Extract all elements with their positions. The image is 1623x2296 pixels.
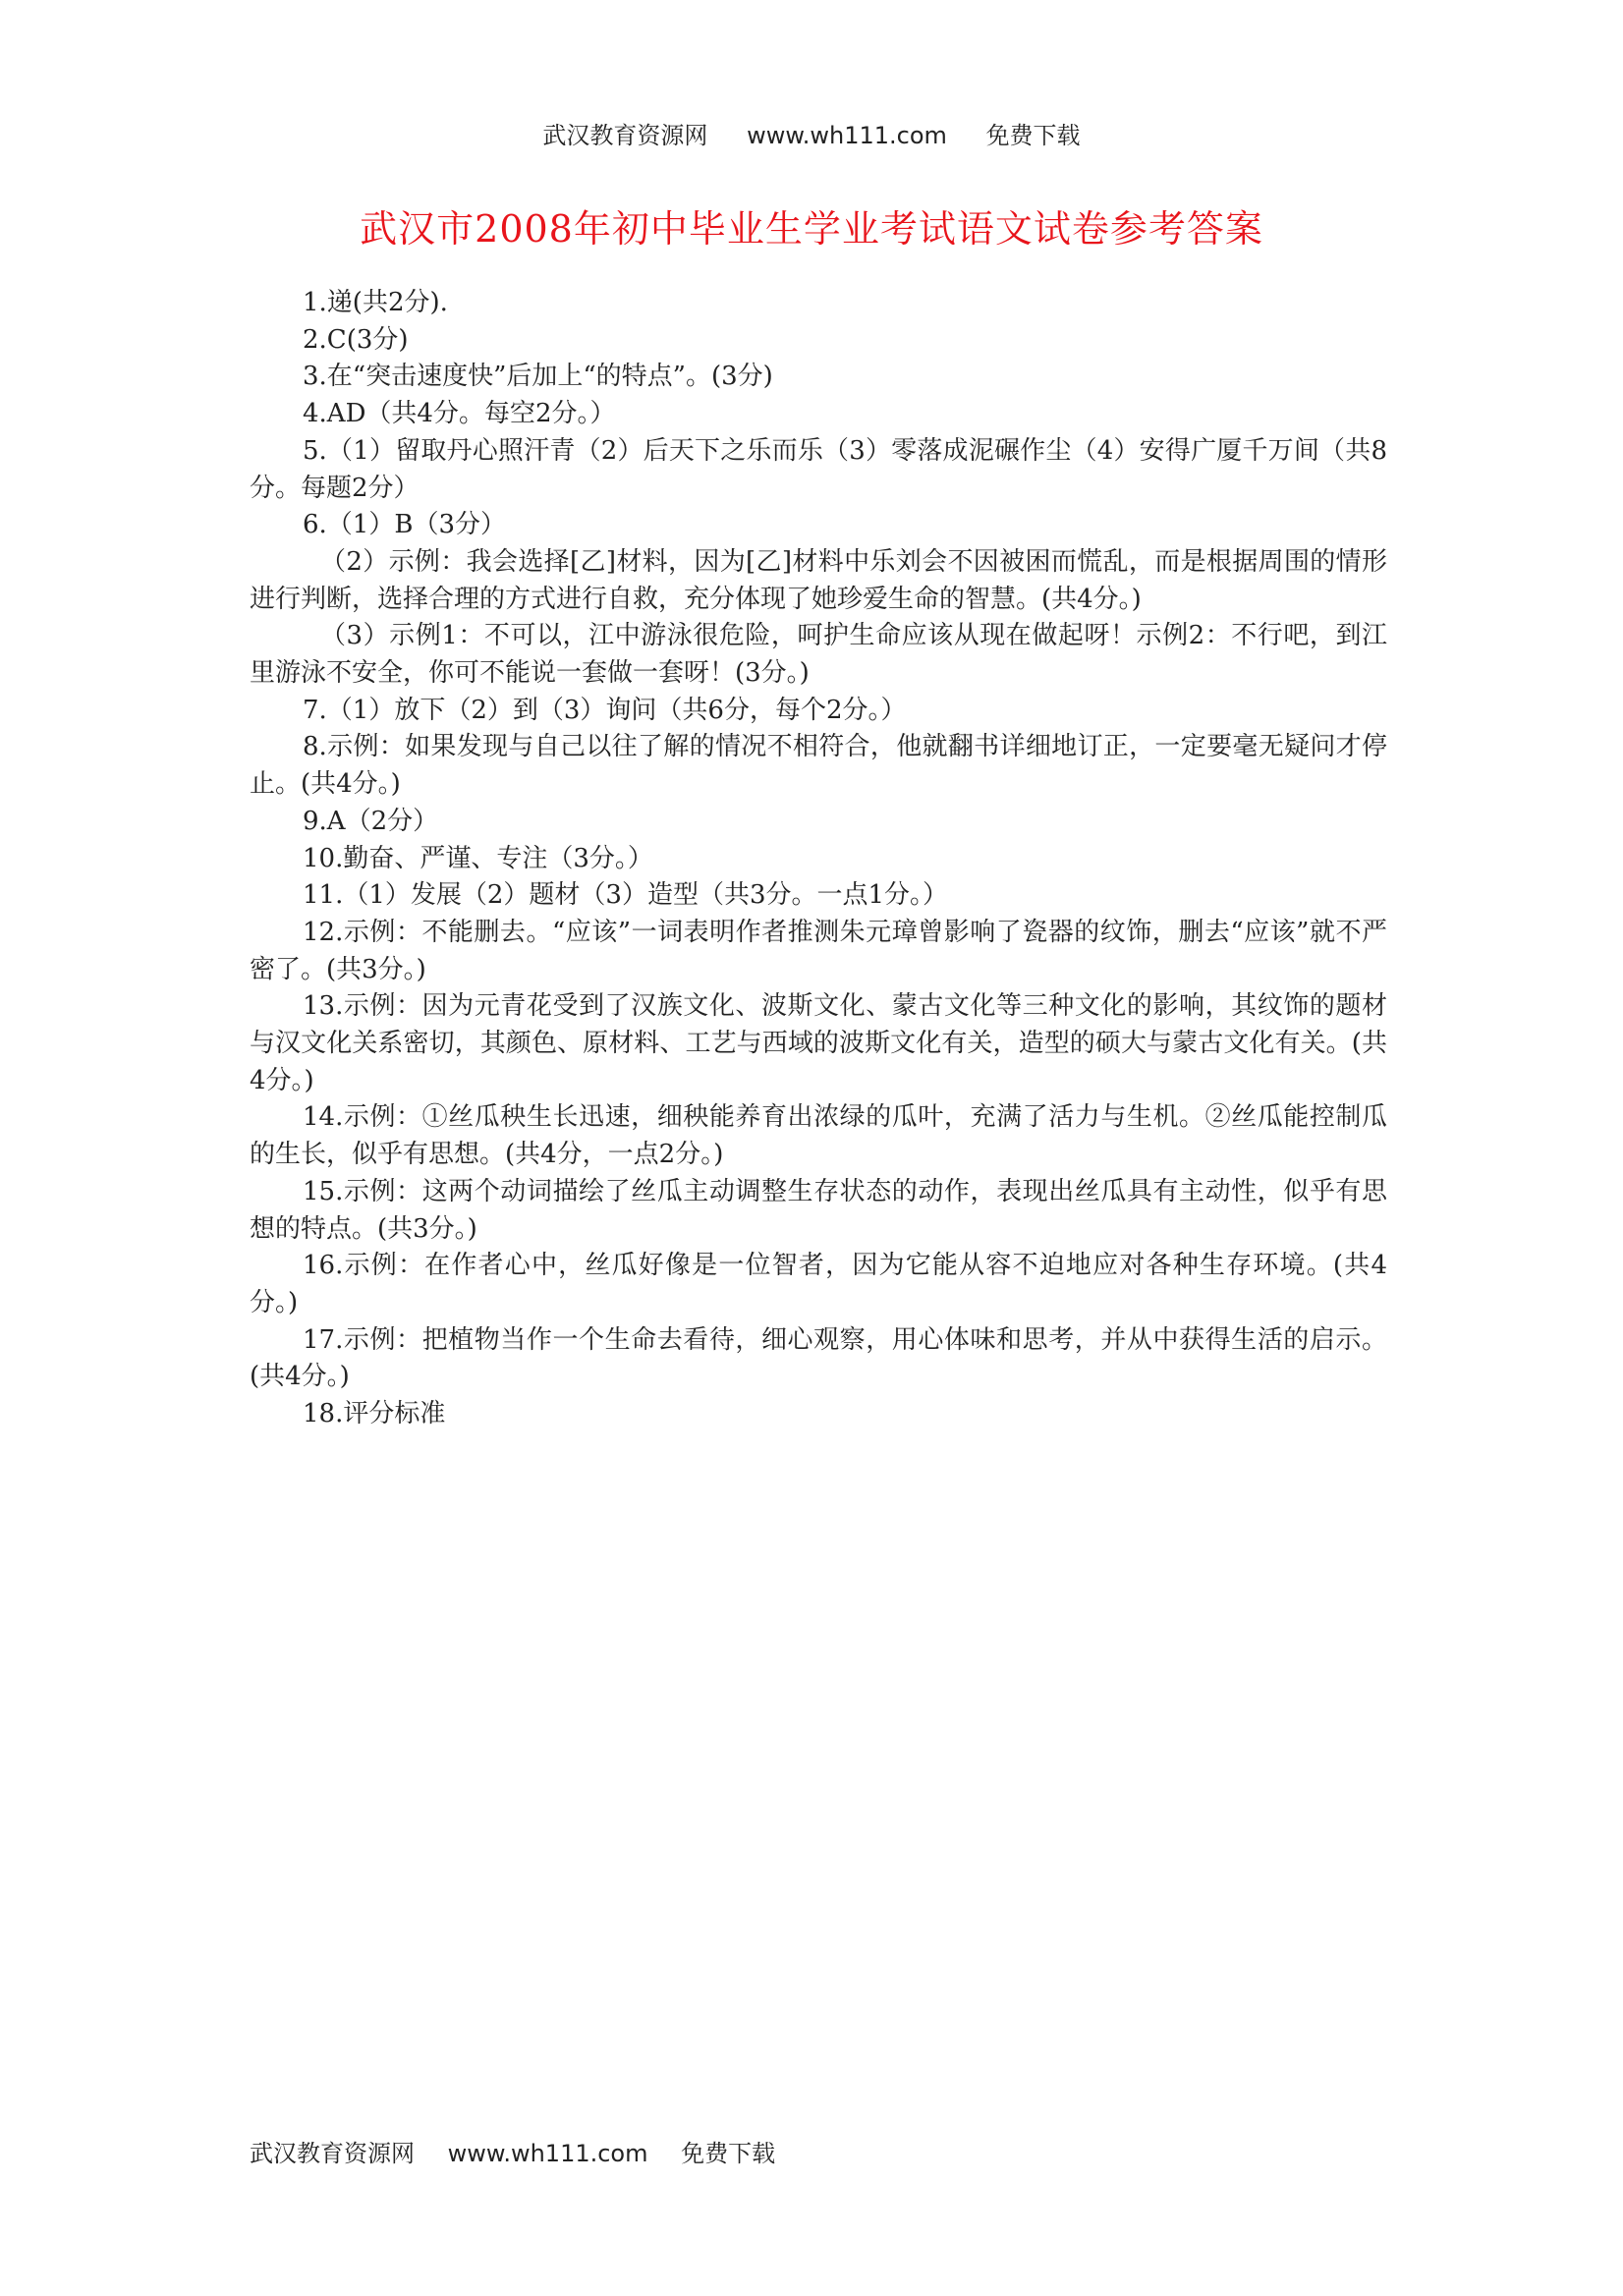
answer-item: 12.示例：不能删去。“应该”一词表明作者推测朱元璋曾影响了瓷器的纹饰，删去“应该”就不严密了。(共3分。) [250, 917, 1387, 984]
answer-item: 13.示例：因为元青花受到了汉族文化、波斯文化、蒙古文化等三种文化的影响，其纹饰的题材与汉文化关系密切，其颜色、原材料、工艺与西域的波斯文化有关，造型的硕大与蒙古文化有关。(共4分。) [250, 991, 1387, 1095]
answer-item: 14.示例：①丝瓜秧生长迅速，细秧能养育出浓绿的瓜叶，充满了活力与生机。②丝瓜能控制瓜的生长，似乎有思想。(共4分，一点2分。) [250, 1102, 1387, 1170]
answer-item: （2）示例：我会选择[乙]材料，因为[乙]材料中乐刘会不因被困而慌乱，而是根据周围的情形进行判断，选择合理的方式进行自救，充分体现了她珍爱生命的智慧。(共4分。) [250, 546, 1387, 614]
answer-item: 18.评分标准 [303, 1399, 446, 1429]
answer-item: 1.递(共2分). [303, 288, 448, 317]
footer-tagline: 免费下载 [681, 2140, 776, 2167]
answer-item: 7.（1）放下（2）到（3）询问（共6分，每个2分。） [303, 695, 907, 725]
page-header [0, 116, 1623, 150]
page-footer [250, 2134, 801, 2168]
answer-item: 17.示例：把植物当作一个生命去看待，细心观察，用心体味和思考，并从中获得生活的启示。(共4分。) [250, 1324, 1387, 1392]
answer-item: 16.示例：在作者心中，丝瓜好像是一位智者，因为它能从容不迫地应对各种生存环境。(共4分。) [250, 1251, 1387, 1317]
answer-item: 3.在“突击速度快”后加上“的特点”。(3分) [303, 362, 773, 392]
answer-item: 10.勤奋、严谨、专注（3分。） [303, 843, 653, 873]
header-url: www.wh111.com [747, 122, 947, 149]
document-title: 武汉市2008年初中毕业生学业考试语文试卷参考答案 [360, 207, 1263, 251]
answer-list [250, 285, 1387, 1433]
answer-item: （3）示例1：不可以，江中游泳很危险，呵护生命应该从现在做起呀！示例2：不行吧，到江里游泳不安全，你可不能说一套做一套呀！(3分。) [250, 621, 1387, 689]
answer-item: 8.示例：如果发现与自己以往了解的情况不相符合，他就翻书详细地订正，一定要毫无疑问才停止。(共4分。) [250, 732, 1387, 800]
answer-item: 2.C(3分) [303, 324, 409, 355]
answer-item: 15.示例：这两个动词描绘了丝瓜主动调整生存状态的动作，表现出丝瓜具有主动性，似乎有思想的特点。(共3分。) [250, 1176, 1387, 1244]
answer-item: 11.（1）发展（2）题材（3）造型（共3分。一点1分。） [303, 880, 949, 911]
answer-item: 5.（1）留取丹心照汗青（2）后天下之乐而乐（3）零落成泥碾作尘（4）安得广厦千万间（共8分。每题2分） [250, 435, 1387, 503]
footer-url: www.wh111.com [447, 2140, 648, 2167]
header-tagline: 免费下载 [985, 122, 1081, 149]
answer-item: 4.AD（共4分。每空2分。） [303, 399, 616, 429]
answer-item: 9.A（2分） [303, 806, 439, 836]
header-site-name: 武汉教育资源网 [542, 122, 708, 149]
footer-site-name: 武汉教育资源网 [250, 2140, 415, 2167]
answer-item: 6.（1）B（3分） [303, 510, 506, 540]
